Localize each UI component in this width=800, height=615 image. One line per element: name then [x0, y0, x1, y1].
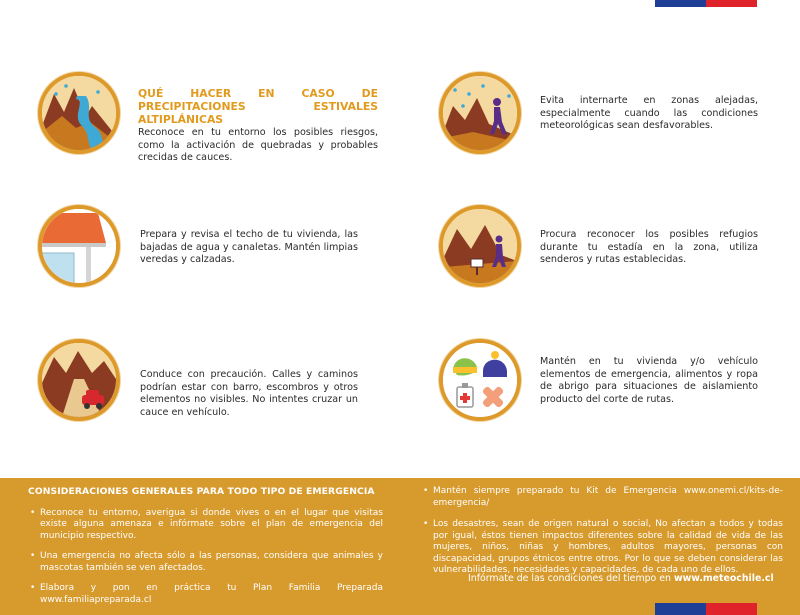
emergency-kit-icon: [439, 339, 521, 421]
hiker-on-trail-icon: [439, 205, 521, 287]
car-on-road-icon: [38, 339, 120, 421]
meteo-link[interactable]: www.meteochile.cl: [673, 573, 774, 584]
tip-1-text: Reconoce en tu entorno los posibles riesgos, como la activación de quebradas y probables crecidas de cauces.: [138, 127, 378, 164]
tip-3-text: Prepara y revisa el techo de tu vivienda, las bajadas de agua y canaletas. Mantén limpias veredas y calzadas.: [140, 229, 358, 266]
footer-right-column: [421, 486, 783, 577]
footer-bullet-3: • Elabora y pon en práctica tu Plan Familia Preparada www.familiapreparada.cl: [28, 583, 383, 606]
tip-2-text: Evita internarte en zonas alejadas, especialmente cuando las condiciones meteorológicas sean desfavorables.: [540, 95, 758, 132]
footer-bullet-2: • Una emergencia no afecta sólo a las personas, considera que animales y mascotas también se ven afectados.: [28, 551, 383, 574]
flag-stripe-bottom: [655, 603, 757, 615]
meteo-line: [468, 573, 774, 584]
footer-title: CONSIDERACIONES GENERALES PARA TODO TIPO DE EMERGENCIA: [28, 486, 375, 497]
flag-stripe-top: [655, 0, 757, 7]
tip-1-title: QUÉ HACER EN CASO DE PRECIPITACIONES ESTIVALES ALTIPLÁNICAS: [138, 87, 378, 126]
roof-gutter-icon: [38, 205, 120, 287]
tip-3: [140, 229, 358, 267]
tip-6-text: Mantén en tu vivienda y/o vehículo elementos de emergencia, alimentos y ropa de abrigo para situaciones de aislamiento producto del corte de rutas.: [540, 356, 758, 405]
mountain-flood-icon: [38, 72, 120, 154]
tip-2: [540, 95, 758, 133]
footer-bullet-4: • Mantén siempre preparado tu Kit de Emergencia www.onemi.cl/kits-de-emergencia/: [421, 486, 783, 509]
tip-5: [140, 369, 358, 419]
footer-bullet-1: • Reconoce tu entorno, averigua si donde vives o en el lugar que visitas existe alguna amenaza e infórmate sobre el plan de emergencia del municipio respectivo.: [28, 508, 383, 543]
footer-panel: [0, 478, 800, 615]
tip-6: [540, 356, 758, 406]
tip-1: [138, 87, 378, 165]
tip-4: [540, 229, 758, 267]
footer-left-column: [28, 486, 383, 606]
tip-5-text: Conduce con precaución. Calles y caminos podrían estar con barro, escombros y otros elementos no visibles. No intentes cruzar un cauce en vehículo.: [140, 369, 358, 418]
tip-4-text: Procura reconocer los posibles refugios durante tu estadía en la zona, utiliza senderos y rutas establecidas.: [540, 229, 758, 266]
meteo-prefix: Infórmate de las condiciones del tiempo en: [468, 573, 671, 584]
footer-bullet-5: • Los desastres, sean de origen natural o social, No afectan a todos y todas por igual, éstos tienen impactos diferentes sobre la calidad de vida de las mujeres, niños, niñas y hombres, adultos mayores, personas con discapacidad, grupos étnicos entre otros. Por lo que se deben considerar las vulnerabilidades, necesidades y capacidades, de cada uno de ellos.: [421, 519, 783, 577]
hiker-in-rain-icon: [439, 72, 521, 154]
